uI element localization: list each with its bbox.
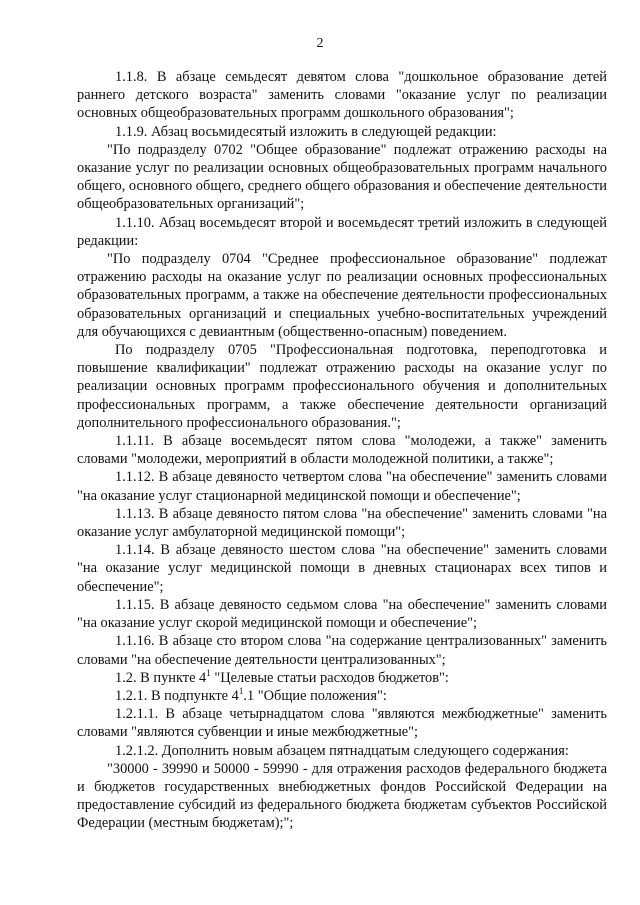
document-body xyxy=(77,68,607,833)
paragraph-1-2-title: "Целевые статьи расходов бюджетов": xyxy=(210,669,449,686)
paragraph-1-1-13: 1.1.13. В абзаце девяносто пятом слова "на обеспечение" заменить словами "на оказание услуг амбулаторной медицинской помощи"; xyxy=(77,505,607,541)
page-number: 2 xyxy=(316,36,324,51)
paragraph-1-1-16: 1.1.16. В абзаце сто втором слова "на содержание централизованных" заменить словами "на обеспечение деятельности централизованных"; xyxy=(77,633,607,668)
paragraph-0705-quote: По подразделу 0705 "Профессиональная подготовка, переподготовка и повышение квалификации" подлежат отражению расходы на оказание услуг по реализации основных программ профессионального обучения и дополнительных профессиональных программ, а также обеспечение деятельности организаций дополнительного профессионального образования."; xyxy=(77,342,607,431)
paragraph-30000-quote: "30000 - 39990 и 50000 - 59990 - для отражения расходов федерального бюджета и бюджетов государственных внебюджетных фондов Российской Федерации на предоставление субсидий из федерального бюджета бюджетам субъектов Российской Федерации (местным бюджетам);"; xyxy=(77,760,607,832)
paragraph-1-1-11: 1.1.11. В абзаце восемьдесят пятом слова "молодежи, а также" заменить словами "молодежи, мероприятий в области молодежной политики, а также"; xyxy=(77,433,607,468)
paragraph-1-2-1-text: 1.2.1. В подпункте 4 xyxy=(115,687,239,704)
paragraph-0704-quote: "По подразделу 0704 "Среднее профессиональное образование" подлежат отражению расходы на оказание услуг по реализации основных профессиональных образовательных программ, а также на обеспечение деятельности профессиональных образовательных организаций и специальных учебно-воспитательных учреждений для обучающихся с девиантным (общественно-опасным) поведением. xyxy=(77,251,607,340)
paragraph-1-2-1 xyxy=(77,687,607,705)
paragraph-1-2 xyxy=(77,669,607,687)
paragraph-1-1-9: 1.1.9. Абзац восьмидесятый изложить в следующей редакции: xyxy=(115,123,497,140)
paragraph-1-2-1-1: 1.2.1.1. В абзаце четырнадцатом слова "являются межбюджетные" заменить словами "являются субвенции и иные межбюджетные"; xyxy=(77,706,607,741)
paragraph-1-1-15: 1.1.15. В абзаце девяносто седьмом слова "на обеспечение" заменить словами "на оказание услуг скорой медицинской помощи и обеспечение"; xyxy=(77,596,607,632)
paragraph-1-2-1-title: .1 "Общие положения": xyxy=(243,687,387,704)
paragraph-0702-quote: "По подразделу 0702 "Общее образование" подлежат отражению расходы на оказание услуг по реализации основных общеобразовательных программ начального общего, основного общего, среднего общего образования и обеспечение деятельности общеобразовательных организаций"; xyxy=(77,141,607,213)
paragraph-1-2-1-2: 1.2.1.2. Дополнить новым абзацем пятнадцатым следующего содержания: xyxy=(115,742,569,759)
paragraph-1-2-text: 1.2. В пункте 4 xyxy=(115,669,207,686)
paragraph-1-2-1-superscript: 1 xyxy=(238,686,244,697)
paragraph-1-1-12: 1.1.12. В абзаце девяносто четвертом слова "на обеспечение" заменить словами "на оказание услуг стационарной медицинской помощи и обеспечение"; xyxy=(77,469,607,504)
paragraph-1-1-10: 1.1.10. Абзац восемьдесят второй и восемьдесят третий изложить в следующей редакции: xyxy=(77,214,607,249)
paragraph-1-1-8: 1.1.8. В абзаце семьдесят девятом слова "дошкольное образование детей раннего детского возраста" заменить словами "оказание услуг по реализации основных общеобразовательных программ дошкольного образования"; xyxy=(77,69,607,122)
paragraph-1-2-superscript: 1 xyxy=(206,667,211,678)
paragraph-1-1-14: 1.1.14. В абзаце девяносто шестом слова "на обеспечение" заменить словами "на оказание услуг медицинской помощи в дневных стационарах всех типов и обеспечение"; xyxy=(77,542,607,595)
